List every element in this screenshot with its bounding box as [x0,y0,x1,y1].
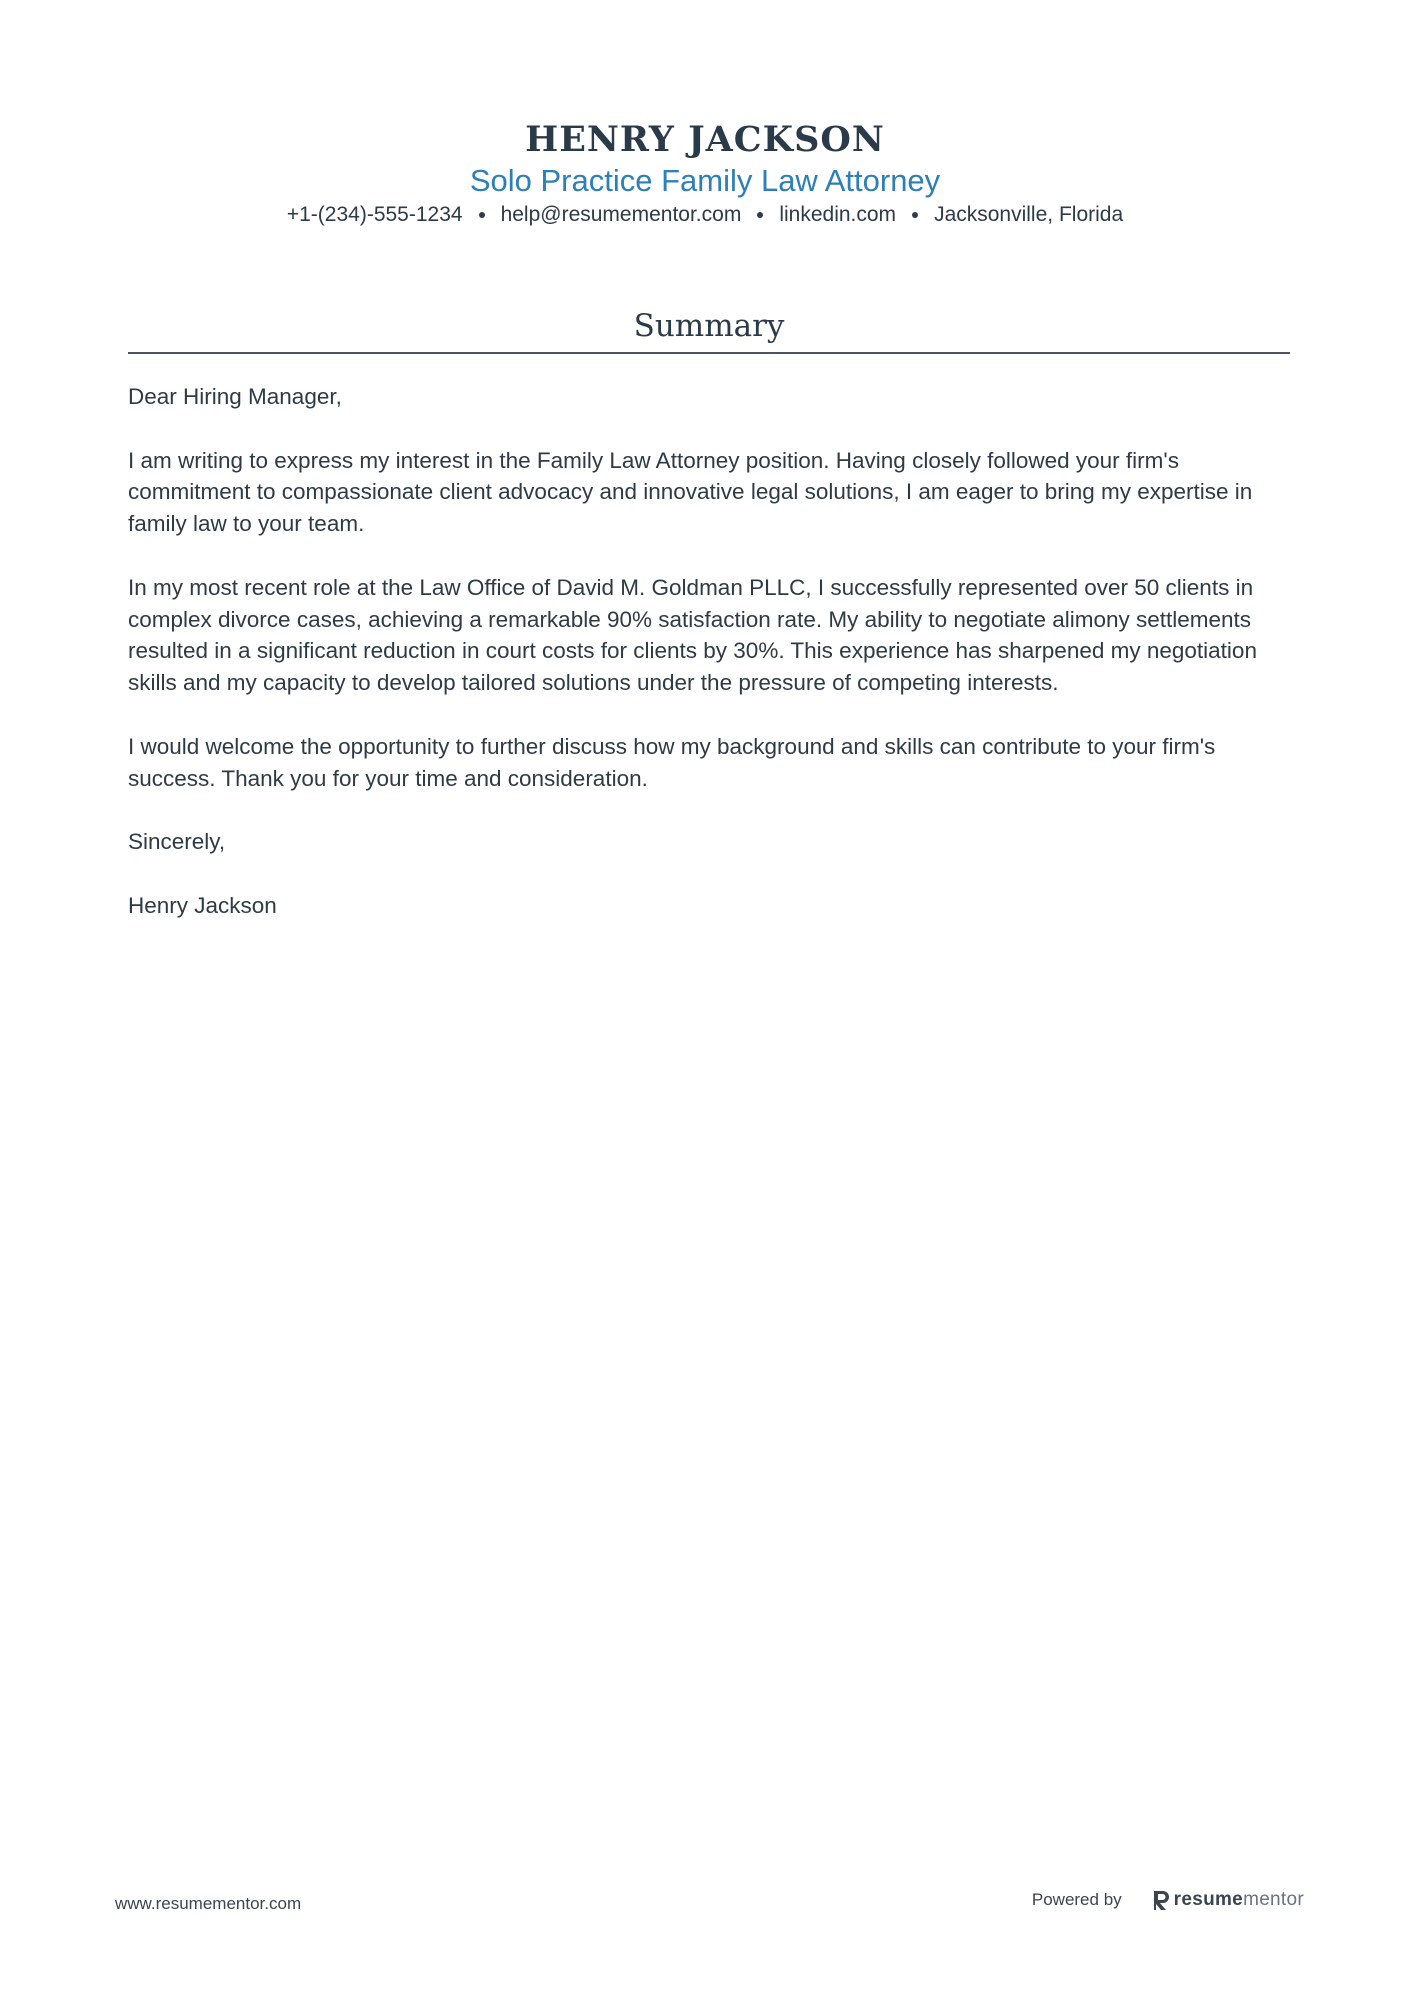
footer-branding [1032,1889,1304,1911]
letter-body [128,381,1290,953]
logo-wordmark [1174,1889,1304,1911]
candidate-name: HENRY JACKSON [525,119,885,160]
letter-header [0,118,1410,230]
resumementor-logo-icon [1152,1889,1170,1911]
section-title: Summary [633,308,785,344]
contact-phone: +1-(234)-555-1234 [286,203,463,226]
letter-signature: Henry Jackson [128,892,277,918]
contact-email[interactable]: help@resumementor.com [500,203,742,226]
logo-wordmark-light: mentor [1243,1889,1304,1910]
bullet-separator-icon [912,212,918,218]
letter-greeting: Dear Hiring Manager, [128,384,342,409]
candidate-job-title: Solo Practice Family Law Attorney [469,163,941,198]
contact-location: Jacksonville, Florida [934,203,1124,226]
resumementor-logo[interactable] [1152,1889,1304,1911]
powered-by-label: Powered by [1031,1890,1122,1909]
logo-wordmark-bold: resume [1173,1889,1244,1910]
letter-paragraph-intro: I am writing to express my interest in the Family Law Attorney position. Having closely followed your firm's commitment to compassionate client advocacy and innovative legal solutions, I am eager to bring my expertise in family law to your team. [128,447,1253,537]
bullet-separator-icon [757,212,763,218]
contact-linkedin[interactable]: linkedin.com [779,203,897,226]
bullet-separator-icon [479,212,485,218]
section-divider [128,352,1290,354]
letter-paragraph-experience: In my most recent role at the Law Office of David M. Goldman PLLC, I successfully represented over 50 clients in complex divorce cases, achieving a remarkable 90% satisfaction rate. My ability to negotiate alimony settlements resulted in a significant reduction in court costs for clients by 30%. This experience has sharpened my negotiation skills and my capacity to develop tailored solutions under the pressure of competing interests. [128,574,1257,696]
contact-line [0,200,1410,230]
letter-paragraph-closing: I would welcome the opportunity to further discuss how my background and skills can contribute to your firm's success. Thank you for your time and consideration. [128,733,1216,791]
letter-closing: Sincerely, [128,829,226,855]
footer-website-link[interactable]: www.resumementor.com [115,1894,302,1913]
